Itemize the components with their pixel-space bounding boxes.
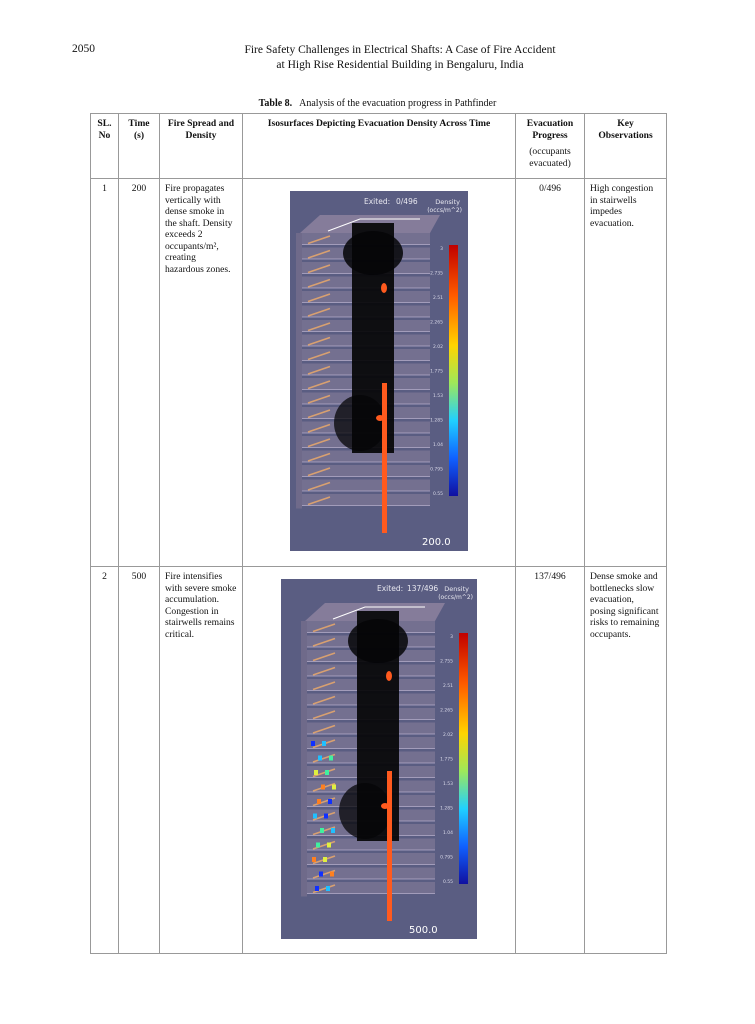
header-key-observations: Key Observations xyxy=(585,114,667,179)
running-title-line1: Fire Safety Challenges in Electrical Shafts: A Case of Fire Accident xyxy=(244,44,556,56)
facade-edge xyxy=(301,621,307,897)
density-mark xyxy=(326,886,330,891)
cell-key-observations: High congestion in stairwells impedes evacuation. xyxy=(585,179,667,567)
sim-exited-label: Exited: xyxy=(364,197,391,206)
smoke-plume xyxy=(339,783,391,839)
cell-time: 500 xyxy=(119,567,160,954)
table-header-row xyxy=(91,114,667,179)
density-mark xyxy=(330,872,334,877)
density-mark xyxy=(325,770,329,775)
cell-isosurface xyxy=(243,567,516,954)
running-title xyxy=(200,43,600,73)
table-caption-text: Analysis of the evacuation progress in Pathfinder xyxy=(299,98,497,109)
density-mark xyxy=(314,770,318,775)
table-caption-label: Table 8. xyxy=(258,98,293,109)
density-colorbar xyxy=(449,245,458,496)
density-mark xyxy=(329,756,333,761)
density-mark xyxy=(322,741,326,746)
density-mark xyxy=(332,785,336,790)
colorbar-tick-label: 0.55 xyxy=(442,880,453,885)
colorbar-tick-label: 1.285 xyxy=(440,806,453,812)
cell-fire-spread: Fire propagates vertically with dense smoke in the shaft. Density exceeds 2 occupants/m², creating hazardous zones. xyxy=(160,179,243,567)
simulation-render xyxy=(281,579,477,939)
cell-evacuation-progress: 0/496 xyxy=(516,179,585,567)
sim-density-unit: (occs/m^2) xyxy=(427,207,462,214)
sim-exited-label: Exited: xyxy=(377,584,404,593)
density-mark xyxy=(315,886,319,891)
fire-strip xyxy=(387,771,392,921)
header-time: Time (s) xyxy=(119,114,160,179)
fire-strip xyxy=(382,383,387,533)
colorbar-tick-label: 1.04 xyxy=(442,831,453,836)
sim-density-title: Density xyxy=(435,198,460,206)
table-row xyxy=(91,179,667,567)
sim-time-stamp: 200.0 xyxy=(422,537,451,548)
table-row xyxy=(91,567,667,954)
header-evacuation-sub: (occupants evacuated) xyxy=(529,146,571,169)
colorbar-tick-label: 1.04 xyxy=(432,443,443,448)
running-title-line2: at High Rise Residential Building in Bengaluru, India xyxy=(276,59,524,71)
cell-sl: 2 xyxy=(91,567,119,954)
colorbar-tick-label: 3 xyxy=(440,247,443,252)
header-fire-spread: Fire Spread and Density xyxy=(160,114,243,179)
density-mark xyxy=(328,799,332,804)
colorbar-tick-label: 1.775 xyxy=(430,369,443,375)
colorbar-tick-label: 1.53 xyxy=(432,394,443,399)
colorbar-tick-label: 1.285 xyxy=(430,418,443,424)
density-mark xyxy=(316,843,320,848)
simulation-render xyxy=(290,191,468,551)
density-mark xyxy=(321,785,325,790)
density-mark xyxy=(323,857,327,862)
smoke-plume xyxy=(348,619,408,663)
header-evacuation-progress xyxy=(516,114,585,179)
page-number: 2050 xyxy=(72,43,95,55)
colorbar-tick-label: 0.795 xyxy=(440,855,453,861)
colorbar-tick-label: 1.53 xyxy=(442,782,453,787)
density-mark xyxy=(312,857,316,862)
colorbar-tick-label: 3 xyxy=(450,635,453,640)
colorbar-tick-label: 0.795 xyxy=(430,467,443,473)
colorbar-tick-label: 2.265 xyxy=(430,320,443,326)
colorbar-tick-label: 2.51 xyxy=(432,296,443,301)
evacuation-table xyxy=(90,113,667,954)
density-mark xyxy=(311,741,315,746)
density-mark xyxy=(331,828,335,833)
sim-density-unit: (occs/m^2) xyxy=(438,594,473,601)
density-mark xyxy=(327,843,331,848)
colorbar-tick-label: 2.755 xyxy=(440,659,453,665)
header-isosurfaces: Isosurfaces Depicting Evacuation Density Across Time xyxy=(243,114,516,179)
header-evacuation-label: Evacuation Progress xyxy=(526,118,574,141)
colorbar-tick-label: 2.265 xyxy=(440,708,453,714)
density-mark xyxy=(318,756,322,761)
cell-time: 200 xyxy=(119,179,160,567)
density-mark xyxy=(319,872,323,877)
colorbar-tick-label: 1.775 xyxy=(440,757,453,763)
colorbar-tick-label: 2.02 xyxy=(432,345,443,350)
fire-spot xyxy=(381,283,387,293)
density-colorbar xyxy=(459,633,468,884)
sim-time-stamp: 500.0 xyxy=(409,925,438,936)
cell-sl: 1 xyxy=(91,179,119,567)
density-mark xyxy=(320,828,324,833)
sim-density-title: Density xyxy=(444,585,469,593)
table-caption xyxy=(0,98,755,109)
cell-key-observations: Dense smoke and bottlenecks slow evacuation, posing significant risks to remaining occupants. xyxy=(585,567,667,954)
cell-isosurface xyxy=(243,179,516,567)
smoke-plume xyxy=(334,395,386,451)
density-mark xyxy=(324,814,328,819)
cell-fire-spread: Fire intensifies with severe smoke accumulation. Congestion in stairwells remains critical. xyxy=(160,567,243,954)
colorbar-tick-label: 0.55 xyxy=(432,492,443,497)
fire-spot xyxy=(376,415,384,421)
smoke-plume xyxy=(343,231,403,275)
colorbar-tick-label: 2.735 xyxy=(430,271,443,277)
colorbar-tick-label: 2.02 xyxy=(442,733,453,738)
density-mark xyxy=(317,799,321,804)
density-mark xyxy=(313,814,317,819)
header-sl-no: SL. No xyxy=(91,114,119,179)
sim-exited-value: 137/496 xyxy=(407,584,439,593)
cell-evacuation-progress: 137/496 xyxy=(516,567,585,954)
colorbar-tick-label: 2.51 xyxy=(442,684,453,689)
sim-exited-value: 0/496 xyxy=(396,197,418,206)
fire-spot xyxy=(381,803,389,809)
facade-edge xyxy=(296,233,302,509)
fire-spot xyxy=(386,671,392,681)
